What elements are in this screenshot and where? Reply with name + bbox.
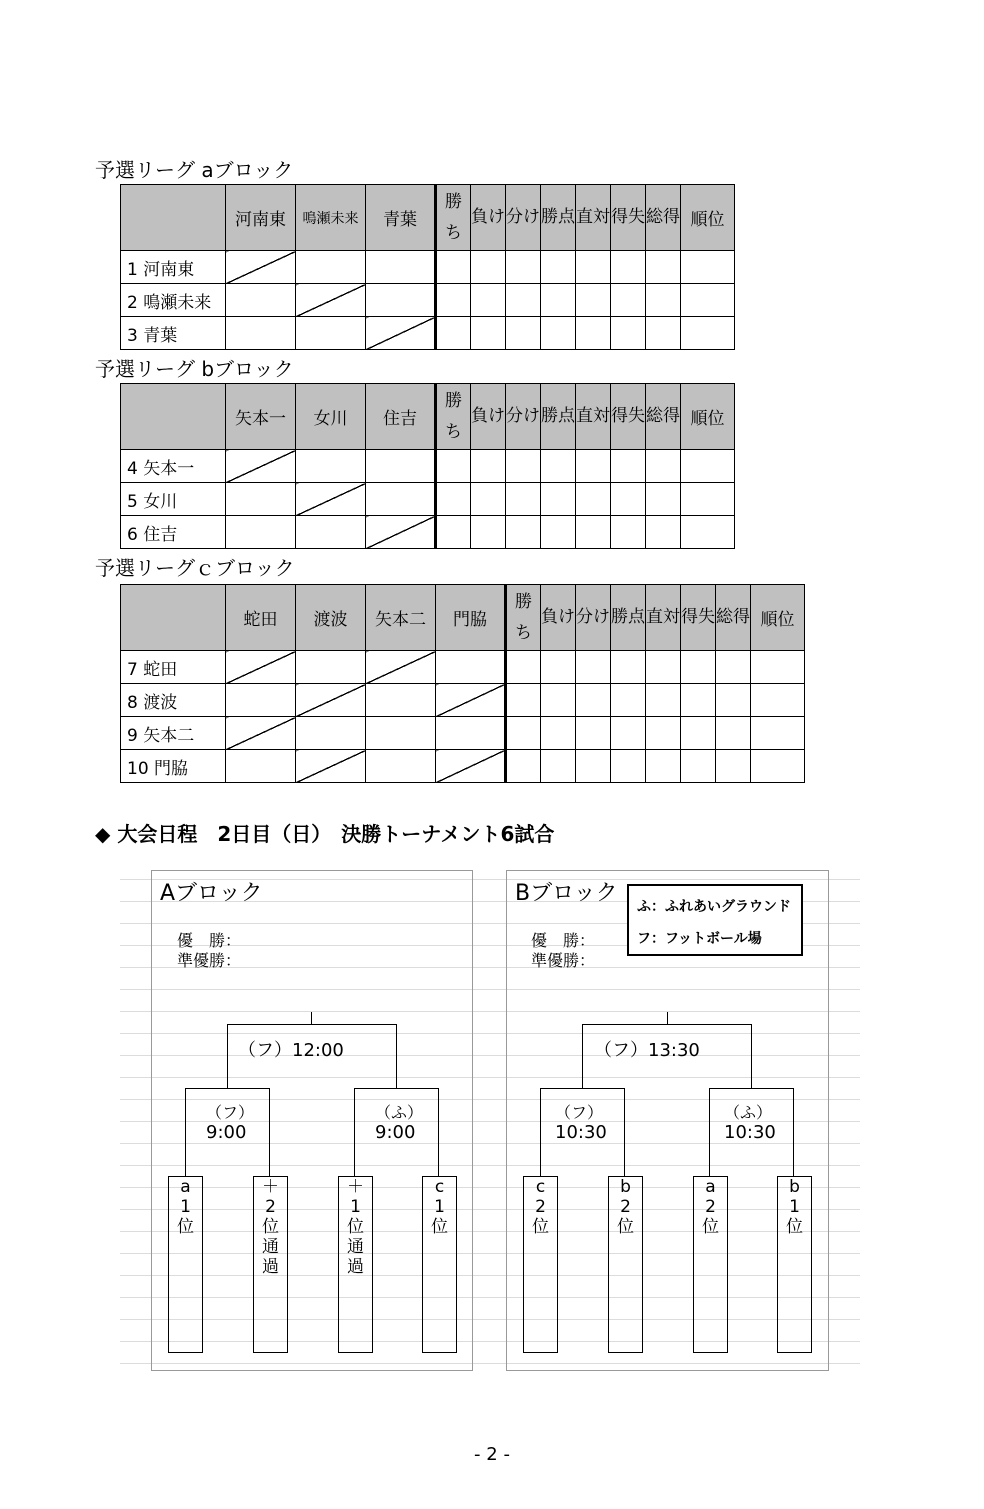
rank-cell — [681, 483, 735, 516]
row-team-name: 8 渡波 — [121, 684, 226, 717]
stat-cell — [436, 483, 471, 516]
team-header: 青葉 — [366, 185, 436, 251]
result-cell — [366, 717, 436, 750]
diagonal-cell — [226, 717, 296, 750]
diagonal-cell — [296, 750, 366, 783]
stat-cell — [646, 317, 681, 350]
venue-legend — [627, 884, 803, 956]
stat-cell — [646, 251, 681, 284]
row-team-name: 7 蛇田 — [121, 651, 226, 684]
stat-cell — [646, 516, 681, 549]
stat-cell — [436, 251, 471, 284]
stat-cell — [646, 717, 681, 750]
stat-cell — [646, 450, 681, 483]
stat-cell — [646, 750, 681, 783]
team-header: 矢本二 — [366, 585, 436, 651]
stat-cell — [576, 516, 611, 549]
slot-char: 2 — [620, 1197, 631, 1217]
rank-header: 順位 — [751, 585, 805, 651]
slot-char: 通 — [262, 1237, 279, 1257]
table-row — [121, 516, 735, 549]
stat-header: 得失 — [611, 185, 646, 251]
stat-cell — [576, 483, 611, 516]
slot-char: 2 — [705, 1197, 716, 1217]
result-cell — [296, 717, 366, 750]
diagonal-cell — [226, 651, 296, 684]
stat-header: 負け — [471, 185, 506, 251]
slot-char: 位 — [262, 1217, 279, 1237]
legend-item: フ：フットボール場 — [637, 931, 762, 947]
stat-cell — [541, 651, 576, 684]
team-header: 矢本一 — [226, 384, 296, 450]
slot-char: c — [434, 1177, 445, 1197]
slot-char: 位 — [617, 1217, 634, 1237]
bracket-line — [438, 1088, 439, 1176]
runnerup-label: 準優勝： — [177, 951, 242, 970]
rank-header: 順位 — [681, 185, 735, 251]
stat-header: 総得 — [646, 185, 681, 251]
diagonal-cell — [436, 750, 506, 783]
stat-cell — [471, 251, 506, 284]
result-cell — [296, 516, 366, 549]
bracket-line — [185, 1088, 270, 1089]
semi-time: 9:00 — [206, 1122, 247, 1143]
semi-venue: （ふ） — [724, 1103, 773, 1122]
stat-header: 勝ち — [436, 384, 471, 450]
result-cell — [296, 651, 366, 684]
page-number: - 2 - — [474, 1444, 510, 1465]
bracket-line — [667, 1012, 668, 1024]
stat-cell — [541, 483, 576, 516]
bracket-line — [582, 1024, 583, 1088]
diagonal-cell — [296, 684, 366, 717]
result-cell — [436, 651, 506, 684]
result-cell — [366, 684, 436, 717]
stat-header: 得失 — [681, 585, 716, 651]
league-table-b — [120, 383, 735, 549]
result-cell — [366, 750, 436, 783]
row-team-name: 5 女川 — [121, 483, 226, 516]
bracket-line — [582, 1024, 752, 1025]
stat-cell — [611, 450, 646, 483]
diagonal-cell — [226, 450, 296, 483]
bracket-line — [793, 1088, 794, 1176]
table-row — [121, 483, 735, 516]
bracket-line — [709, 1088, 710, 1176]
stat-cell — [471, 317, 506, 350]
stat-cell — [576, 651, 611, 684]
semi-time: 10:30 — [555, 1122, 607, 1143]
slot-char: b — [789, 1177, 800, 1197]
result-cell — [296, 450, 366, 483]
stat-cell — [436, 516, 471, 549]
rank-header: 順位 — [681, 384, 735, 450]
slot-char: 1 — [350, 1197, 361, 1217]
schedule-heading — [95, 818, 554, 847]
stat-cell — [436, 450, 471, 483]
table-header-row — [121, 384, 735, 450]
corner-cell — [121, 585, 226, 651]
slot-char: 過 — [262, 1257, 279, 1277]
team-header: 渡波 — [296, 585, 366, 651]
stat-cell — [611, 483, 646, 516]
slot-char: c — [535, 1177, 546, 1197]
stat-cell — [506, 251, 541, 284]
rank-cell — [751, 717, 805, 750]
stat-cell — [541, 317, 576, 350]
result-cell — [366, 284, 436, 317]
stat-cell — [576, 717, 611, 750]
bracket-line — [354, 1088, 355, 1176]
stat-header: 勝ち — [436, 185, 471, 251]
bracket-line — [311, 1012, 312, 1024]
slot-char: 位 — [347, 1217, 364, 1237]
stat-cell — [576, 684, 611, 717]
stat-cell — [716, 684, 751, 717]
row-team-name: 10 門脇 — [121, 750, 226, 783]
rank-cell — [751, 651, 805, 684]
stat-cell — [646, 483, 681, 516]
bracket-b-title: Bブロック — [515, 881, 618, 906]
final-match-label: （フ）13:30 — [594, 1040, 700, 1061]
result-cell — [366, 483, 436, 516]
stat-cell — [576, 450, 611, 483]
bracket-slot — [253, 1176, 288, 1353]
stat-cell — [681, 684, 716, 717]
slot-char: b — [620, 1177, 631, 1197]
slot-char: 2 — [535, 1197, 546, 1217]
bracket-line — [540, 1088, 625, 1089]
stat-cell — [541, 717, 576, 750]
stat-cell — [506, 284, 541, 317]
rank-cell — [681, 251, 735, 284]
stat-cell — [436, 284, 471, 317]
slot-char: a — [705, 1177, 716, 1197]
team-header: 門脇 — [436, 585, 506, 651]
bracket-slot — [777, 1176, 812, 1353]
stat-cell — [541, 251, 576, 284]
bracket-a-title: Aブロック — [160, 881, 263, 906]
result-cell — [226, 317, 296, 350]
stat-header: 勝ち — [506, 585, 541, 651]
slot-char: 位 — [702, 1217, 719, 1237]
bracket-area — [120, 858, 860, 1373]
champion-label: 優 勝： — [531, 931, 596, 950]
bracket-line — [227, 1024, 397, 1025]
stat-cell — [576, 750, 611, 783]
result-cell — [436, 717, 506, 750]
semi-time: 10:30 — [724, 1122, 776, 1143]
league-table-c — [120, 584, 805, 783]
stat-cell — [541, 450, 576, 483]
stat-cell — [611, 651, 646, 684]
stat-cell — [681, 651, 716, 684]
corner-cell — [121, 185, 226, 251]
bracket-line — [269, 1088, 270, 1176]
table-header-row — [121, 585, 805, 651]
table-header-row — [121, 185, 735, 251]
stat-cell — [541, 284, 576, 317]
bracket-line — [396, 1024, 397, 1088]
bracket-slot — [422, 1176, 457, 1353]
row-team-name: 3 青葉 — [121, 317, 226, 350]
block-a-title: 予選リーグ aブロック — [95, 158, 294, 182]
result-cell — [226, 684, 296, 717]
result-cell — [226, 483, 296, 516]
bracket-line — [624, 1088, 625, 1176]
stat-cell — [576, 284, 611, 317]
stat-cell — [541, 750, 576, 783]
stat-cell — [716, 651, 751, 684]
result-cell — [296, 251, 366, 284]
slot-char: 位 — [532, 1217, 549, 1237]
corner-cell — [121, 384, 226, 450]
stat-cell — [506, 684, 541, 717]
diamond-bullet-icon: ◆ — [95, 822, 118, 846]
slot-char: 2 — [265, 1197, 276, 1217]
slot-char: 1 — [789, 1197, 800, 1217]
stat-header: 得失 — [611, 384, 646, 450]
stat-cell — [576, 251, 611, 284]
slot-char: ＋ — [262, 1177, 279, 1197]
stat-header: 直対 — [646, 585, 681, 651]
team-header: 蛇田 — [226, 585, 296, 651]
stat-cell — [716, 717, 751, 750]
rank-cell — [751, 684, 805, 717]
diagonal-cell — [366, 516, 436, 549]
stat-header: 勝点 — [541, 185, 576, 251]
table-row — [121, 450, 735, 483]
row-team-name: 9 矢本二 — [121, 717, 226, 750]
rank-cell — [681, 450, 735, 483]
stat-cell — [611, 684, 646, 717]
bracket-line — [751, 1024, 752, 1088]
stat-cell — [576, 317, 611, 350]
result-cell — [226, 516, 296, 549]
bracket-line — [227, 1024, 228, 1088]
stat-cell — [471, 516, 506, 549]
slot-char: 過 — [347, 1257, 364, 1277]
stat-cell — [681, 750, 716, 783]
stat-cell — [541, 684, 576, 717]
slot-char: 通 — [347, 1237, 364, 1257]
stat-cell — [506, 483, 541, 516]
result-cell — [366, 450, 436, 483]
stat-cell — [471, 450, 506, 483]
stat-header: 勝点 — [611, 585, 646, 651]
stat-cell — [506, 717, 541, 750]
stat-header: 分け — [506, 384, 541, 450]
row-team-name: 4 矢本一 — [121, 450, 226, 483]
stat-header: 総得 — [646, 384, 681, 450]
rank-cell — [751, 750, 805, 783]
semi-venue: （フ） — [555, 1103, 604, 1122]
semi-time: 9:00 — [375, 1122, 416, 1143]
result-cell — [226, 284, 296, 317]
schedule-heading-text: 大会日程 2日目（日） 決勝トーナメント6試合 — [117, 822, 555, 846]
table-row — [121, 284, 735, 317]
stat-cell — [611, 284, 646, 317]
runnerup-label: 準優勝： — [531, 951, 596, 970]
slot-char: ＋ — [347, 1177, 364, 1197]
stat-cell — [471, 483, 506, 516]
slot-char: 位 — [177, 1217, 194, 1237]
diagonal-cell — [436, 684, 506, 717]
champion-label: 優 勝： — [177, 931, 242, 950]
rank-cell — [681, 317, 735, 350]
block-b-title: 予選リーグ bブロック — [95, 357, 294, 381]
stat-cell — [716, 750, 751, 783]
bracket-slot — [523, 1176, 558, 1353]
diagonal-cell — [296, 483, 366, 516]
stat-cell — [611, 317, 646, 350]
row-team-name: 1 河南東 — [121, 251, 226, 284]
row-team-name: 6 住吉 — [121, 516, 226, 549]
league-table-a — [120, 184, 735, 350]
table-row — [121, 717, 805, 750]
table-row — [121, 317, 735, 350]
team-header: 女川 — [296, 384, 366, 450]
rank-cell — [681, 284, 735, 317]
team-header: 住吉 — [366, 384, 436, 450]
table-row — [121, 251, 735, 284]
stat-header: 分け — [576, 585, 611, 651]
stat-header: 負け — [541, 585, 576, 651]
bracket-line — [354, 1088, 439, 1089]
bracket-slot — [608, 1176, 643, 1353]
stat-cell — [646, 651, 681, 684]
team-header: 河南東 — [226, 185, 296, 251]
bracket-slot — [693, 1176, 728, 1353]
diagonal-cell — [226, 251, 296, 284]
final-match-label: （フ）12:00 — [238, 1040, 344, 1061]
bracket-slot — [338, 1176, 373, 1353]
stat-cell — [646, 684, 681, 717]
stat-cell — [646, 284, 681, 317]
diagonal-cell — [366, 317, 436, 350]
diagonal-cell — [366, 651, 436, 684]
table-row — [121, 651, 805, 684]
stat-header: 総得 — [716, 585, 751, 651]
row-team-name: 2 鳴瀬未来 — [121, 284, 226, 317]
stat-header: 直対 — [576, 185, 611, 251]
bracket-slot — [168, 1176, 203, 1353]
team-header: 鳴瀬未来 — [296, 185, 366, 251]
slot-char: 1 — [180, 1197, 191, 1217]
result-cell — [226, 750, 296, 783]
rank-cell — [681, 516, 735, 549]
stat-header: 勝点 — [541, 384, 576, 450]
stat-cell — [506, 450, 541, 483]
diagonal-cell — [296, 284, 366, 317]
stat-cell — [506, 651, 541, 684]
stat-header: 負け — [471, 384, 506, 450]
bracket-line — [540, 1088, 541, 1176]
table-row — [121, 750, 805, 783]
semi-venue: （ふ） — [375, 1103, 424, 1122]
stat-cell — [541, 516, 576, 549]
slot-char: a — [180, 1177, 191, 1197]
bracket-line — [709, 1088, 794, 1089]
result-cell — [366, 251, 436, 284]
stat-cell — [611, 717, 646, 750]
stat-cell — [436, 317, 471, 350]
bracket-line — [185, 1088, 186, 1176]
stat-header: 直対 — [576, 384, 611, 450]
stat-cell — [611, 516, 646, 549]
slot-char: 1 — [434, 1197, 445, 1217]
stat-cell — [506, 750, 541, 783]
slot-char: 位 — [431, 1217, 448, 1237]
stat-cell — [506, 317, 541, 350]
stat-cell — [681, 717, 716, 750]
slot-char: 位 — [786, 1217, 803, 1237]
block-c-title: 予選リーグｃブロック — [95, 556, 295, 580]
stat-cell — [611, 750, 646, 783]
semi-venue: （フ） — [206, 1103, 255, 1122]
legend-item: ふ：ふれあいグラウンド — [637, 899, 791, 915]
result-cell — [296, 317, 366, 350]
stat-cell — [506, 516, 541, 549]
stat-cell — [611, 251, 646, 284]
stat-header: 分け — [506, 185, 541, 251]
table-row — [121, 684, 805, 717]
stat-cell — [471, 284, 506, 317]
